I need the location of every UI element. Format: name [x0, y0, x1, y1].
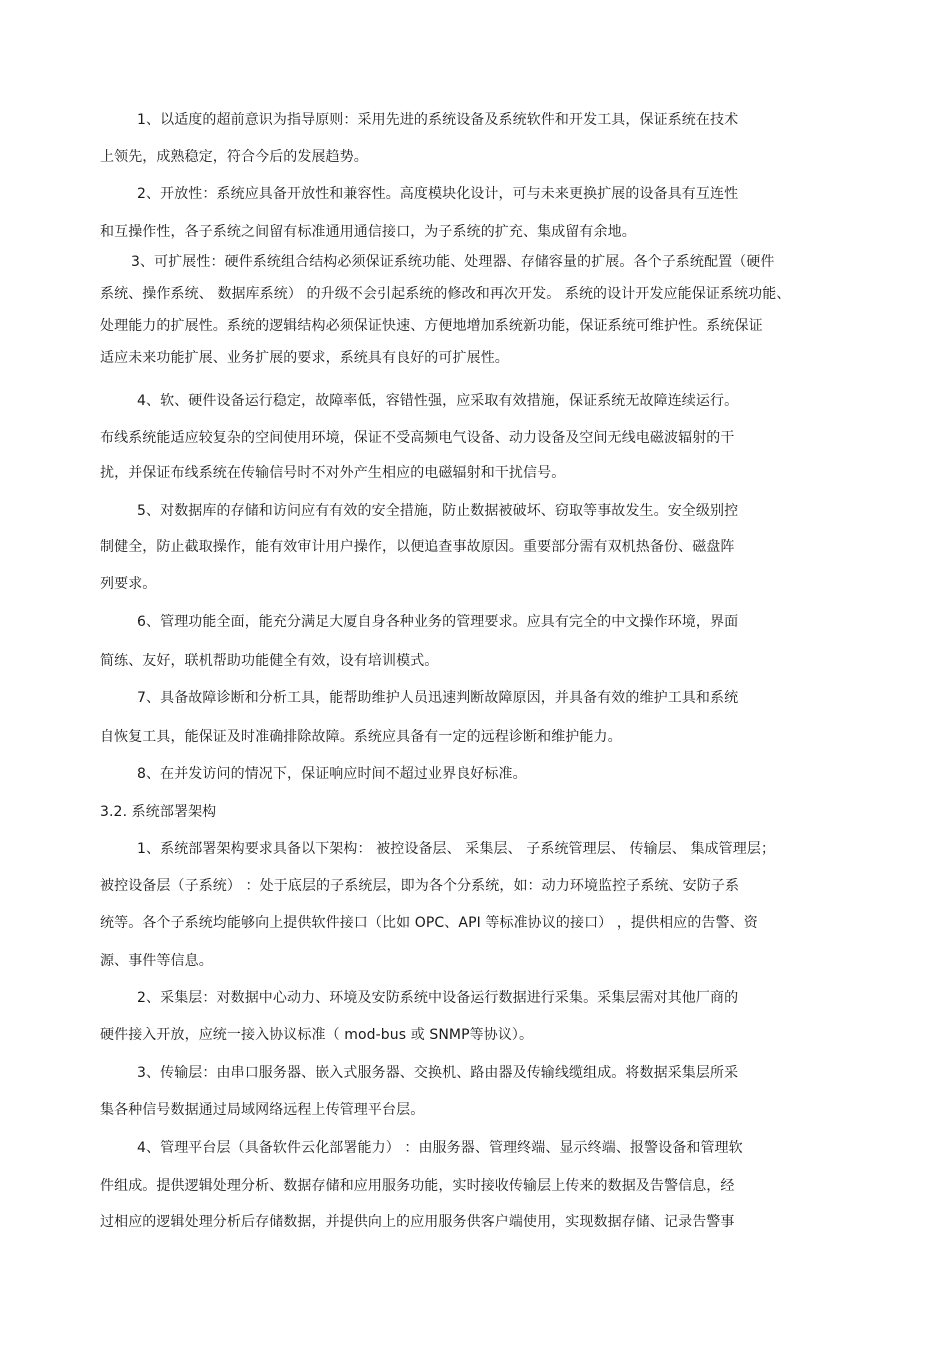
- text-line: 统等。各个子系统均能够向上提供软件接口（比如 OPC、API 等标准协议的接口） ，提供相应的告警、资: [100, 915, 758, 931]
- text-line: 件组成。提供逻辑处理分析、数据存储和应用服务功能，实时接收传输层上传来的数据及告警信息，经: [100, 1178, 735, 1194]
- text-line: 处理能力的扩展性。系统的逻辑结构必须保证快速、方便地增加系统新功能，保证系统可维护性。系统保证: [100, 318, 763, 334]
- text-line: 布线系统能适应较复杂的空间使用环境，保证不受高频电气设备、动力设备及空间无线电磁波辐射的干: [100, 430, 735, 446]
- text-line: 2、开放性：系统应具备开放性和兼容性。高度模块化设计，可与未来更换扩展的设备具有互连性: [137, 186, 739, 202]
- text-line: 系统、操作系统、 数据库系统） 的升级不会引起系统的修改和再次开发。 系统的设计开发应能保证系统功能、: [100, 286, 791, 302]
- text-line: 简练、友好，联机帮助功能健全有效，设有培训模式。: [100, 653, 439, 669]
- text-line: 集各种信号数据通过局域网络远程上传管理平台层。: [100, 1102, 425, 1118]
- text-line: 扰，并保证布线系统在传输信号时不对外产生相应的电磁辐射和干扰信号。: [100, 465, 566, 481]
- text-line: 被控设备层（子系统） ：处于底层的子系统层，即为各个分系统，如：动力环境监控子系统、安防子系: [100, 878, 740, 894]
- text-line: 过相应的逻辑处理分析后存储数据，并提供向上的应用服务供客户端使用，实现数据存储、记录告警事: [100, 1214, 735, 1230]
- text-line: 1、系统部署架构要求具备以下架构： 被控设备层、 采集层、 子系统管理层、 传输层、 集成管理层；: [137, 841, 776, 857]
- text-line: 列要求。: [100, 576, 157, 592]
- text-line: 4、管理平台层（具备软件云化部署能力） ：由服务器、管理终端、显示终端、报警设备和管理软: [137, 1140, 743, 1156]
- text-line: 7、具备故障诊断和分析工具，能帮助维护人员迅速判断故障原因，并具备有效的维护工具和系统: [137, 690, 739, 706]
- text-line: 6、管理功能全面，能充分满足大厦自身各种业务的管理要求。应具有完全的中文操作环境，界面: [137, 614, 739, 630]
- text-line: 3、传输层：由串口服务器、嵌入式服务器、交换机、路由器及传输线缆组成。将数据采集层所采: [137, 1065, 739, 1081]
- text-line: 1、以适度的超前意识为指导原则：采用先进的系统设备及系统软件和开发工具，保证系统在技术: [137, 112, 739, 128]
- text-line: 适应未来功能扩展、业务扩展的要求，系统具有良好的可扩展性。: [100, 350, 509, 366]
- section-heading: 3.2. 系统部署架构: [100, 804, 217, 820]
- text-line: 3、可扩展性：硬件系统组合结构必须保证系统功能、处理器、存储容量的扩展。各个子系统配置（硬件: [131, 254, 775, 270]
- text-line: 5、对数据库的存储和访问应有有效的安全措施，防止数据被破坏、窃取等事故发生。安全级别控: [137, 503, 739, 519]
- text-line: 8、在并发访问的情况下，保证响应时间不超过业界良好标准。: [137, 766, 527, 782]
- text-line: 源、事件等信息。: [100, 953, 213, 969]
- text-line: 上领先，成熟稳定，符合今后的发展趋势。: [100, 149, 368, 165]
- text-line: 2、采集层：对数据中心动力、环境及安防系统中设备运行数据进行采集。采集层需对其他厂商的: [137, 990, 739, 1006]
- text-line: 自恢复工具，能保证及时准确排除故障。系统应具备有一定的远程诊断和维护能力。: [100, 729, 622, 745]
- text-line: 和互操作性，各子系统之间留有标准通用通信接口，为子系统的扩充、集成留有余地。: [100, 224, 636, 240]
- text-line: 硬件接入开放，应统一接入协议标准（ mod-bus 或 SNMP等协议）。: [100, 1027, 534, 1043]
- text-line: 4、软、硬件设备运行稳定，故障率低，容错性强，应采取有效措施，保证系统无故障连续运行。: [137, 393, 739, 409]
- text-line: 制健全，防止截取操作，能有效审计用户操作，以便追查事故原因。重要部分需有双机热备份、磁盘阵: [100, 539, 735, 555]
